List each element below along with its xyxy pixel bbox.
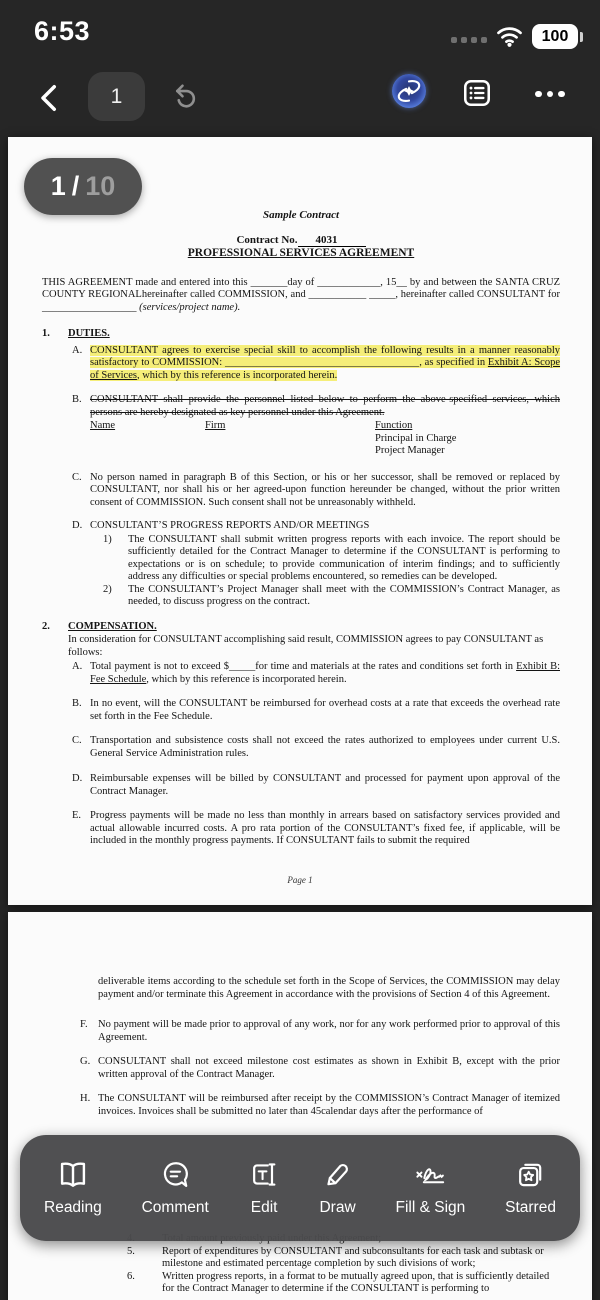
status-bar xyxy=(0,0,600,62)
page-indicator-sep: / xyxy=(71,171,80,201)
edit-text-icon xyxy=(249,1159,280,1190)
duties-paragraph-c: C. No person named in paragraph B of this Section, or his or her successor, shall be removed or replaced by CONSULTANT, nor shall his or her agreed-upon function hereunder be changed, without the prior written consent of COMMISSION. Such consent shall not be unreasonably withheld. xyxy=(72,471,560,508)
highlighted-text: CONSULTANT agrees to exercise special skill to accomplish the following results in a manner reasonably satisfactory to COMMISSION: xyxy=(90,344,560,368)
starred-card-icon xyxy=(515,1159,546,1190)
starred-button[interactable]: Starred xyxy=(505,1159,556,1217)
ai-assistant-button[interactable] xyxy=(392,74,426,108)
battery-percent: 100 xyxy=(541,28,569,45)
back-button[interactable] xyxy=(30,80,66,116)
comment-bubble-icon xyxy=(160,1159,191,1190)
cellular-signal-icon xyxy=(451,37,487,43)
ai-assistant-icon xyxy=(392,74,426,108)
outline-button[interactable] xyxy=(460,76,494,110)
paragraph-f: F. No payment will be made prior to approval of any work, nor for any work performed prior to approval of this Agreement. xyxy=(80,1019,560,1043)
page-footer: Page 1 xyxy=(287,875,313,885)
duties-paragraph-d: D. CONSULTANT’S PROGRESS REPORTS AND/OR MEETINGS xyxy=(72,520,370,531)
struck-text: CONSULTANT shall provide the personnel listed below to perform the above-specified services, which persons are hereby designated as key personnel under this Agreement. xyxy=(90,394,560,418)
nav-bar xyxy=(0,62,600,132)
exhibit-b-link: Exhibit B: Fee Schedule xyxy=(90,661,560,685)
chevron-left-icon xyxy=(37,83,59,113)
exhibit-a-link: Exhibit A: Scope of Services xyxy=(90,357,561,381)
page-indicator-current: 1 xyxy=(50,171,66,201)
bottom-toolbar xyxy=(20,1135,580,1241)
fill-and-sign-button[interactable]: Fill & Sign xyxy=(395,1159,465,1217)
page-number-label: 1 xyxy=(110,84,123,108)
duties-paragraph-d2: 2) The CONSULTANT’s Project Manager shall meet with the COMMISSION’s Contract Manager, as needed, to discuss progress on the contract. xyxy=(103,583,560,607)
page-indicator-badge xyxy=(24,158,142,215)
compensation-paragraph-c: C. Transportation and subsistence costs shall not exceed the rates authorized to employees under current U.S. General Service Administration rules. xyxy=(72,735,560,759)
undo-button[interactable] xyxy=(168,78,204,114)
comment-button[interactable]: Comment xyxy=(142,1159,209,1217)
wifi-icon xyxy=(496,26,523,47)
more-options-button[interactable] xyxy=(530,76,570,112)
contract-number-line: Contract No. 4031 xyxy=(42,234,560,248)
paragraph-e-continuation: deliverable items according to the schedule set forth in the Scope of Services, the COMMISSION may delay payment and/or terminate this Agreement in accordance with the provisions of Section 4 of this Agreement. xyxy=(98,976,560,1000)
section-2-compensation-heading: 2. COMPENSATION. xyxy=(42,620,157,632)
compensation-paragraph-b: B. In no event, will the CONSULTANT be reimbursed for overhead costs at a rate that exceeds the overhead rate set forth in the Fee Schedule. xyxy=(72,698,560,722)
edit-button[interactable]: Edit xyxy=(249,1159,280,1217)
section-1-duties-heading: 1. DUTIES. xyxy=(42,328,110,339)
list-item-5: 5. Report of expenditures by CONSULTANT and subconsultants for each task and subtask or milestone and estimated percentage completion by such divisions of work; xyxy=(127,1245,544,1269)
page-indicator-total: 10 xyxy=(85,171,116,201)
compensation-paragraph-d: D. Reimbursable expenses will be billed by CONSULTANT and processed for payment upon approval of the Contract Manager. xyxy=(72,773,560,797)
battery-icon xyxy=(532,24,578,49)
clock-time: 6:53 xyxy=(34,16,91,46)
reading-mode-button[interactable]: Reading xyxy=(44,1160,102,1217)
page-number-button[interactable] xyxy=(88,72,145,121)
ellipsis-icon xyxy=(535,91,565,98)
compensation-paragraph-a: A. Total payment is not to exceed $_____for time and materials at the rates and conditions set forth in Exhibit B: Fee Schedule, which by this reference is incorporated herein. xyxy=(72,661,560,685)
doc-title: Sample Contract xyxy=(262,209,340,221)
draw-pen-icon xyxy=(322,1159,353,1190)
signature-icon xyxy=(412,1159,448,1190)
outline-list-icon xyxy=(461,77,493,109)
duties-paragraph-a: A. CONSULTANT agrees to exercise special skill to accomplish the following results in a manner reasonably satisfactory to COMMISSION: _____________________________________, as specified in Exhibit A: Scope of Services, which by this reference is incorporated herein. xyxy=(72,344,561,381)
duties-paragraph-b: B. CONSULTANT shall provide the personnel listed below to perform the above-specified services, which persons are hereby designated as key personnel under this Agreement. xyxy=(72,394,560,418)
reading-book-icon xyxy=(56,1160,90,1190)
compensation-paragraph-e: E. Progress payments will be made no less than monthly in arrears based on satisfactory services provided and actual allowable incurred costs. A pro rata portion of the CONSULTANT’s fixed fee, if applicable, will be included in the monthly progress payments. If CONSULTANT fails to submit the required xyxy=(72,810,560,846)
duties-paragraph-d1: 1) The CONSULTANT shall submit written progress reports with each invoice. The report should be sufficiently detailed for the Contract Manager to determine if the CONSULTANT is performing to expectations or is on schedule; to provide communication of interim findings; and to sufficiently address any difficulties or special problems encountered, so remedies can be developed. xyxy=(103,533,560,582)
doc-heading: PROFESSIONAL SERVICES AGREEMENT xyxy=(187,247,415,259)
pdf-page-2[interactable] xyxy=(8,912,592,1300)
intro-paragraph: THIS AGREEMENT made and entered into this _______day of ____________, 15__ by and between the SANTA CRUZ COUNTY REGIONALhereinafter called COMMISSION, and ___________ _____, hereinafter called CONSULTANT for __________________ (services/project name). xyxy=(42,276,560,313)
personnel-columns: Name Firm Function Principal in Charge Project Manager xyxy=(90,420,457,456)
draw-button[interactable]: Draw xyxy=(319,1159,355,1217)
contract-number-value: 4031 xyxy=(298,234,366,248)
undo-icon xyxy=(171,81,201,111)
pdf-page-1[interactable] xyxy=(8,137,592,905)
list-item-6: 6. Written progress reports, in a format to be mutually agreed upon, that is sufficiently detailed for the Contract Manager to determine if the CONSULTANT is performing to xyxy=(127,1270,550,1294)
paragraph-h: H. The CONSULTANT will be reimbursed after receipt by the COMMISSION’s Contract Manager of itemized invoices. Invoices shall be submitted no later than 45calendar days after the performance of xyxy=(80,1093,560,1117)
paragraph-g: G. CONSULTANT shall not exceed milestone cost estimates as shown in Exhibit B, except with the prior written approval of the Contract Manager. xyxy=(80,1056,560,1080)
compensation-intro: In consideration for CONSULTANT accomplishing said result, COMMISSION agrees to pay CONSULTANT as follows: xyxy=(68,634,544,658)
